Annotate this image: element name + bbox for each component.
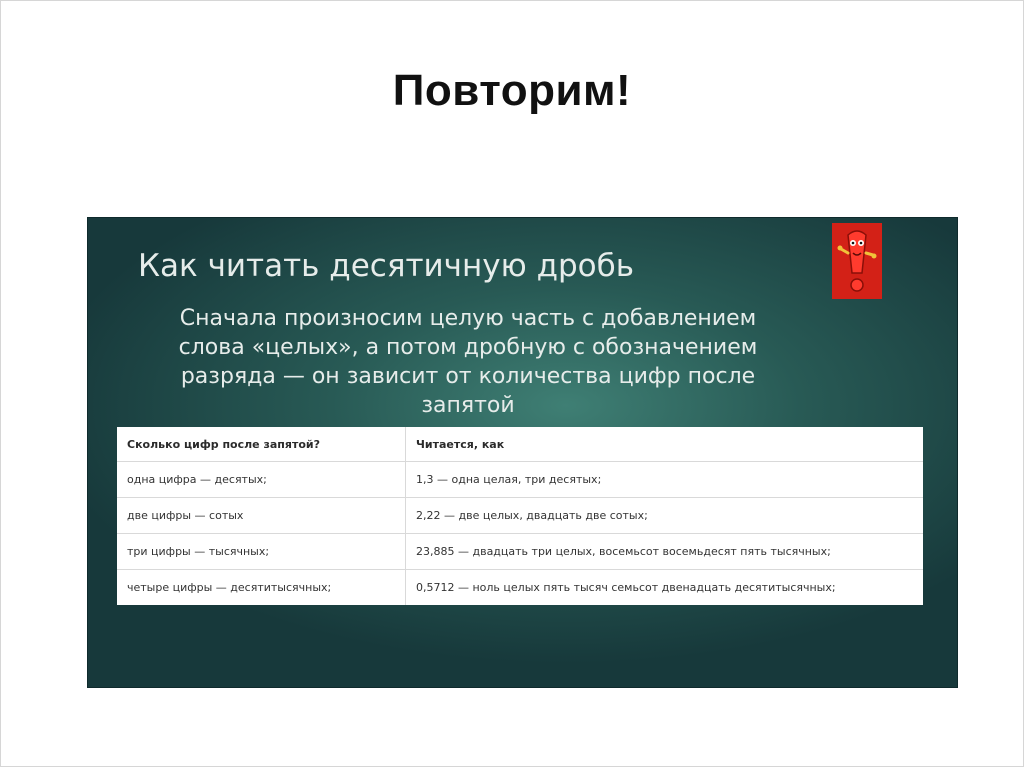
table-cell: одна цифра — десятых; [117, 462, 406, 498]
exclamation-mascot-icon [832, 223, 882, 299]
lead-line: слова «целых», а потом дробную с обозначением [178, 335, 758, 360]
panel-lead-text [118, 304, 818, 420]
column-header: Сколько цифр после запятой? [117, 427, 406, 462]
table-cell: 1,3 — одна целая, три десятых; [406, 462, 924, 498]
panel-title: Как читать десятичную дробь [138, 248, 635, 284]
lead-line: запятой [421, 393, 515, 418]
digits-table [117, 427, 923, 605]
lead-line: Сначала произносим целую часть с добавлением [179, 306, 757, 331]
table-cell: 23,885 — двадцать три целых, восемьсот восемьдесят пять тысячных; [406, 534, 924, 570]
table-cell: 2,22 — две целых, двадцать две сотых; [406, 498, 924, 534]
table-cell: две цифры — сотых [117, 498, 406, 534]
table-cell: три цифры — тысячных; [117, 534, 406, 570]
slide-heading: Повторим! [392, 66, 632, 115]
table-row [117, 498, 923, 534]
lead-line: разряда — он зависит от количества цифр после [180, 364, 756, 389]
digits-table-wrapper [117, 427, 923, 605]
table-header-row [117, 427, 923, 462]
table-row [117, 570, 923, 606]
table-row [117, 462, 923, 498]
column-header: Читается, как [406, 427, 924, 462]
table-row [117, 534, 923, 570]
table-cell: 0,5712 — ноль целых пять тысяч семьсот двенадцать десятитысячных; [416, 581, 836, 594]
table-cell: четыре цифры — десятитысячных; [117, 570, 406, 606]
content-panel [87, 217, 958, 688]
